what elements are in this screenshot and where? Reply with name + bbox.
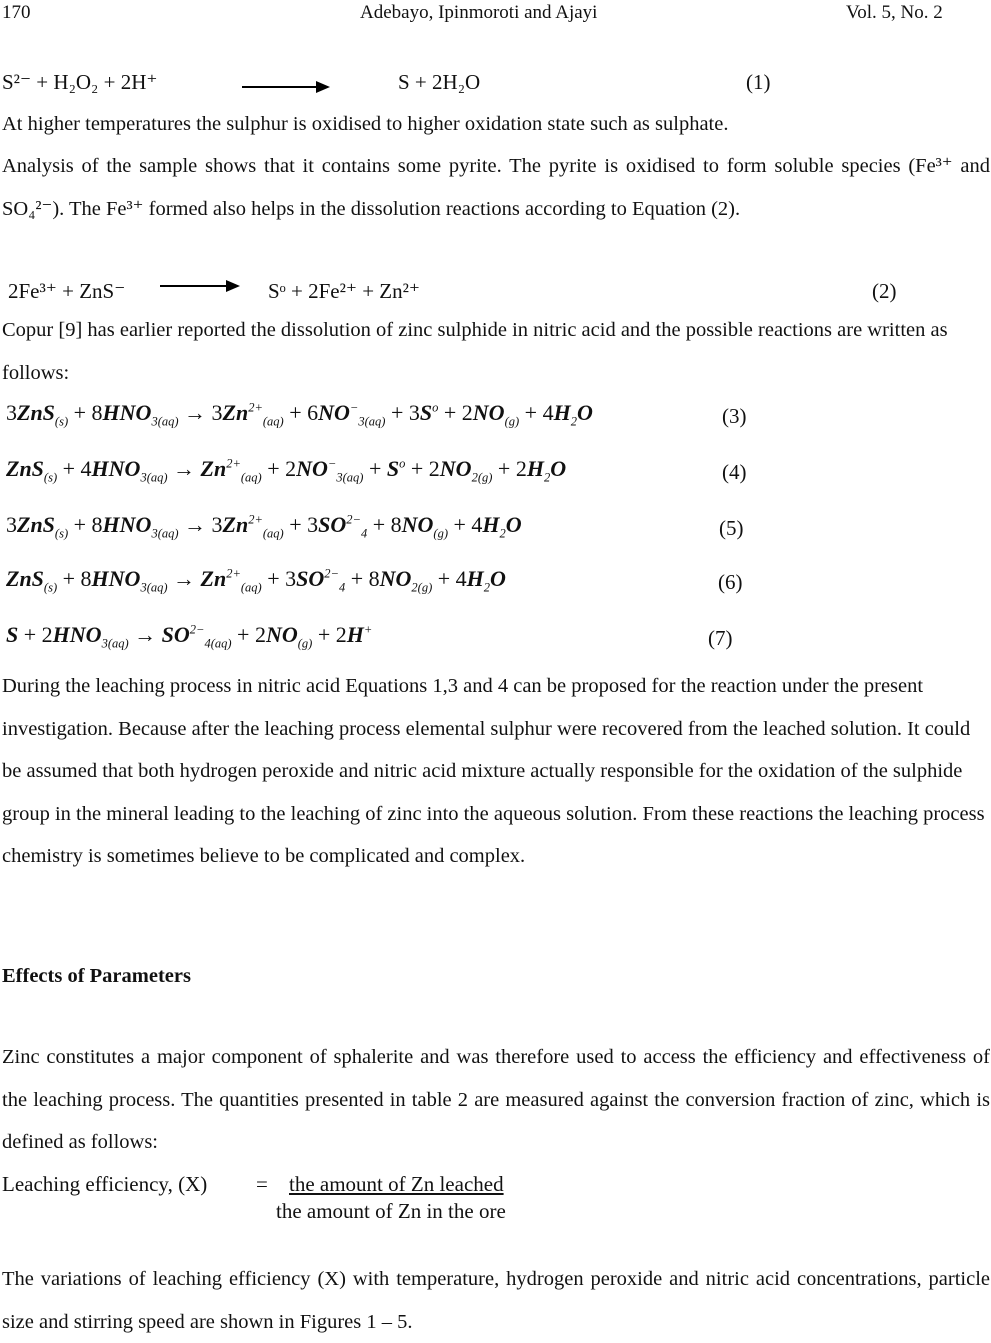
equation-7: $S + 2HNO_{3(aq)} \to SO^{2-}_{4(aq)} + 2NO_{(g)} + 2H^+$ <box>6 622 373 651</box>
equation-2-number: (2) <box>872 279 897 303</box>
running-header-authors: Adebayo, Ipinmoroti and Ajayi <box>360 2 598 23</box>
equation-3-number: (3) <box>722 404 747 428</box>
paragraph-4: During the leaching process in nitric acid Equations 1,3 and 4 can be proposed for the reaction under the present investigation. Because after the leaching process elemental sulphur were recovered from the leached solution. It could be assumed that both hydrogen peroxide and nitric acid mixture actually responsible for the oxidation of the sulphide group in the mineral leading to the leaching of zinc into the aqueous solution. From these reactions the leaching process chemistry is sometimes believe to be complicated and complex. <box>2 675 985 867</box>
efficiency-equals: = <box>256 1172 268 1196</box>
running-header-volume: Vol. 5, No. 2 <box>846 2 943 23</box>
efficiency-numerator: the amount of Zn leached <box>289 1172 504 1196</box>
equation-4-number: (4) <box>722 460 747 484</box>
paragraph-1: At higher temperatures the sulphur is oxidised to higher oxidation state such as sulphate. <box>2 113 729 135</box>
section-heading: Effects of Parameters <box>2 965 191 987</box>
equation-2-right: Sᵒ + 2Fe²⁺ + Zn²⁺ <box>268 279 421 303</box>
paragraph-6: The variations of leaching efficiency (X) with temperature, hydrogen peroxide and nitric acid concentrations, particle size and stirring speed are shown in Figures 1 – 5. <box>2 1268 990 1333</box>
equation-2-left: 2Fe³⁺ + ZnS⁻ <box>8 279 126 303</box>
equation-4: $ZnS_{(s)} + 4HNO_{3(aq)} \to Zn^{2+}_{(aq)} + 2NO^-_{3(aq)} + S^o + 2NO_{2(g)} + 2H_2O$ <box>6 456 567 485</box>
arrow-head-1-icon <box>316 81 330 93</box>
equation-6-number: (6) <box>718 570 743 594</box>
equation-1-left: S²⁻ + H₂O₂ + 2H⁺ <box>2 70 158 94</box>
paragraph-3: Copur [9] has earlier reported the dissolution of zinc sulphide in nitric acid and the possible reactions are written as follows: <box>2 319 948 384</box>
reaction-arrow-2 <box>160 285 230 287</box>
equation-1-number: (1) <box>746 70 771 94</box>
equation-5: $3ZnS_{(s)} + 8HNO_{3(aq)} \to 3Zn^{2+}_{(aq)} + 3SO^{2-}_4 + 8NO_{(g)} + 4H_2O$ <box>6 512 522 541</box>
equation-3: $3ZnS_{(s)} + 8HNO_{3(aq)} \to 3Zn^{2+}_{(aq)} + 6NO^-_{3(aq)} + 3S^o + 2NO_{(g)} + 4H_2O$ <box>6 400 593 429</box>
efficiency-denominator: the amount of Zn in the ore <box>276 1199 506 1223</box>
paragraph-2: Analysis of the sample shows that it contains some pyrite. The pyrite is oxidised to form soluble species (Fe³⁺ and SO₄²⁻). The Fe³⁺ formed also helps in the dissolution reactions according to Equation (2). <box>2 155 990 220</box>
page-number: 170 <box>2 2 31 23</box>
reaction-arrow-1 <box>242 86 316 88</box>
paragraph-5: Zinc constitutes a major component of sphalerite and was therefore used to access the efficiency and effectiveness of the leaching process. The quantities presented in table 2 are measured against the conversion fraction of zinc, which is defined as follows: <box>2 1046 990 1153</box>
equation-5-number: (5) <box>719 516 744 540</box>
equation-1-right: S + 2H₂O <box>398 70 481 94</box>
equation-7-number: (7) <box>708 626 733 650</box>
efficiency-label: Leaching efficiency, (X) <box>2 1172 208 1196</box>
arrow-head-2-icon <box>226 280 240 292</box>
equation-6: $ZnS_{(s)} + 8HNO_{3(aq)} \to Zn^{2+}_{(aq)} + 3SO^{2-}_4 + 8NO_{2(g)} + 4H_2O$ <box>6 566 506 595</box>
